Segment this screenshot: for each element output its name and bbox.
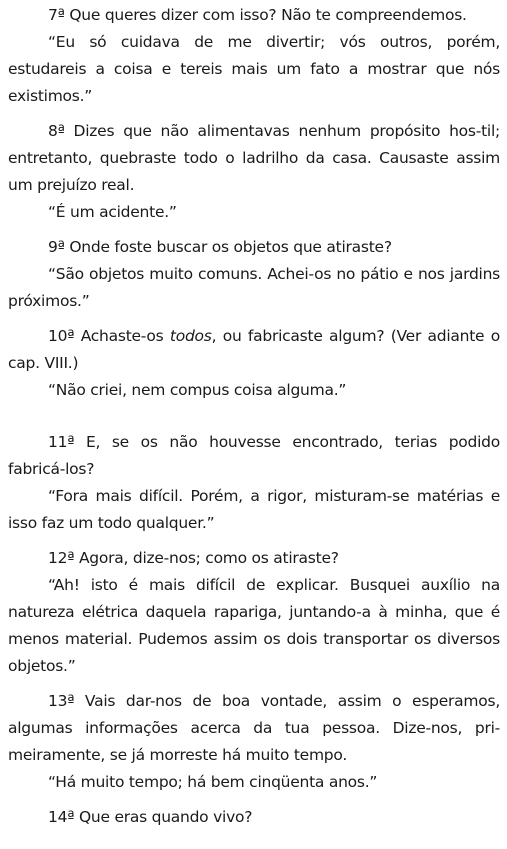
question-11: 11ª E, se os não houvesse encontrado, terias podido fabricá-los? — [8, 433, 500, 478]
answer-12: “Ah! isto é mais difícil de explicar. Busquei auxílio na natureza elétrica daquela rapariga, juntando-a à minha, que é menos material. Pudemos assim os dois transportar os diversos objetos.” — [8, 576, 500, 675]
question-block-8 — [8, 118, 500, 226]
answer-7: “Eu só cuidava de me divertir; vós outros, porém, estudareis a coisa e tereis mais um fato a mostrar que nós existimos.” — [8, 33, 500, 105]
question-10-start: 10ª Achaste-os — [48, 327, 170, 345]
answer-9: “São objetos muito comuns. Achei-os no pátio e nos jardins próximos.” — [8, 265, 500, 310]
answer-13: “Há muito tempo; há bem cinqüenta anos.” — [48, 773, 378, 791]
answer-8: “É um acidente.” — [48, 203, 177, 221]
answer-11: “Fora mais difícil. Porém, a rigor, misturam-se matérias e isso faz um todo qualquer.” — [8, 487, 500, 532]
question-block-7 — [8, 2, 500, 110]
question-13: 13ª Vais dar-nos de boa vontade, assim o esperamos, algumas informações acerca da tua pessoa. Dize-nos, pri-meiramente, se já morreste há muito tempo. — [8, 692, 500, 764]
question-block-9 — [8, 234, 500, 315]
question-block-13 — [8, 688, 500, 796]
question-10-end: , ou fabricaste algum? (Ver adiante o cap. VIII.) — [8, 327, 500, 372]
question-10 — [8, 323, 500, 377]
question-block-10 — [8, 323, 500, 404]
question-block-11 — [8, 429, 500, 537]
question-9: 9ª Onde foste buscar os objetos que atiraste? — [48, 238, 392, 256]
question-10-emphasis: todos — [169, 327, 212, 345]
answer-10: “Não criei, nem compus coisa alguma.” — [48, 381, 347, 399]
question-block-14 — [8, 804, 500, 831]
document-page — [8, 2, 500, 831]
question-block-12 — [8, 545, 500, 680]
question-14: 14ª Que eras quando vivo? — [48, 808, 253, 826]
question-12: 12ª Agora, dize-nos; como os atiraste? — [48, 549, 339, 567]
question-8: 8ª Dizes que não alimentavas nenhum propósito hos-til; entretanto, quebraste todo o ladrilho da casa. Causaste assim um prejuízo real. — [8, 122, 500, 194]
question-7: 7ª Que queres dizer com isso? Não te compreendemos. — [48, 6, 467, 24]
